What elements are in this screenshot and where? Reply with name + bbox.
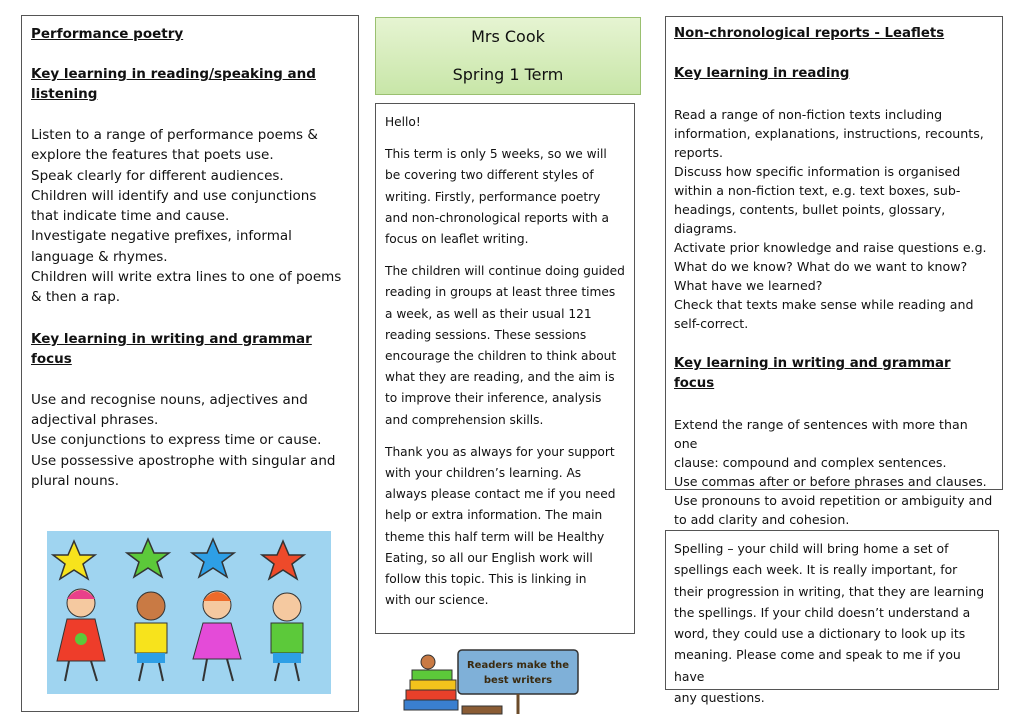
text-line: Use possessive apostrophe with singular and xyxy=(31,452,336,469)
text-line: Children will write extra lines to one of poems xyxy=(31,269,342,286)
text-line: explore the features that poets use. xyxy=(31,147,274,164)
text-line: focus on leaflet writing. xyxy=(385,232,529,247)
text-line: what they are reading, and the aim is xyxy=(385,370,615,385)
text-line: follow this topic. This is linking in xyxy=(385,572,587,587)
text-line: a week, as well as their usual 121 xyxy=(385,306,592,321)
text-line: Use pronouns to avoid repetition or ambiguity and xyxy=(674,493,993,508)
text-line: Speak clearly for different audiences. xyxy=(31,167,284,184)
text-line: encourage the children to think about xyxy=(385,349,617,364)
text-line: and comprehension skills. xyxy=(385,412,544,427)
text-line: help or extra information. The main xyxy=(385,508,603,523)
text-line: What do we know? What do we want to know? xyxy=(674,259,968,274)
letter-paragraph xyxy=(385,144,626,250)
text-line: with your children’s learning. As xyxy=(385,466,582,481)
text-line: What have we learned? xyxy=(674,278,823,293)
text-line: always please contact me if you need xyxy=(385,487,616,502)
text-line: Children will identify and use conjunctions xyxy=(31,187,317,204)
text-line: be covering two different styles of xyxy=(385,168,594,183)
sign-text-line-1: Readers make the xyxy=(466,660,570,671)
writing-heading: Key learning in writing and grammar focus xyxy=(31,330,312,367)
poetry-title: Performance poetry xyxy=(31,26,184,42)
text-line: Listen to a range of performance poems & xyxy=(31,127,318,143)
text-line: Use conjunctions to express time or cause. xyxy=(31,432,322,449)
text-line: clause: compound and complex sentences. xyxy=(674,455,947,470)
sign-board xyxy=(458,650,578,694)
book-icon xyxy=(412,670,452,680)
text-line: adjectival phrases. xyxy=(31,411,159,428)
reading-heading-line-1: Key learning in reading/speaking and xyxy=(31,66,316,82)
text-line: any questions. xyxy=(674,690,765,706)
teacher-header xyxy=(375,17,641,95)
children-with-stars-illustration xyxy=(47,531,331,694)
text-line: meaning. Please come and speak to me if you have xyxy=(674,647,961,684)
reading-objectives xyxy=(674,105,994,333)
book-icon xyxy=(404,700,458,710)
text-line: reading sessions. These sessions xyxy=(385,327,587,342)
text-line: The children will continue doing guided xyxy=(385,264,625,279)
text-line: self-correct. xyxy=(674,316,749,331)
text-line: and non-chronological reports with a xyxy=(385,210,609,225)
text-line: with our science. xyxy=(385,593,489,608)
text-line: language & rhymes. xyxy=(31,248,168,265)
sign-text-line-2: best writers xyxy=(483,675,553,686)
text-line: & then a rap. xyxy=(31,289,121,306)
letter-paragraph xyxy=(385,442,626,612)
text-line: Read a range of non-fiction texts including xyxy=(674,107,943,122)
reading-heading-line-2: listening xyxy=(31,86,98,102)
text-line: word, they could use a dictionary to look up its xyxy=(674,626,966,642)
teacher-name: Mrs Cook xyxy=(471,27,545,46)
writing-objectives xyxy=(31,390,350,491)
term-name: Spring 1 Term xyxy=(452,65,564,84)
text-line: to add clarity and cohesion. xyxy=(674,512,850,527)
text-line: Discuss how specific information is organised xyxy=(674,164,961,179)
readers-sign-illustration xyxy=(400,640,585,718)
text-line: writing. Firstly, performance poetry xyxy=(385,189,601,204)
text-line: Extend the range of sentences with more than one xyxy=(674,417,968,451)
parent-letter xyxy=(375,103,635,634)
text-line: the spellings. If your child doesn’t understand a xyxy=(674,604,971,620)
reports-panel xyxy=(665,16,1003,527)
text-line: Investigate negative prefixes, informal xyxy=(31,228,292,245)
spelling-note xyxy=(665,530,999,706)
text-line: spellings each week. It is really important, for xyxy=(674,562,958,578)
text-line: plural nouns. xyxy=(31,472,119,489)
text-line: Thank you as always for your support xyxy=(385,444,615,459)
text-line: Activate prior knowledge and raise questions e.g. xyxy=(674,240,987,255)
text-line: theme this half term will be Healthy xyxy=(385,529,605,544)
letter-greeting: Hello! xyxy=(385,115,421,129)
text-line: that indicate time and cause. xyxy=(31,208,230,225)
reading-heading: Key learning in reading xyxy=(674,66,850,81)
text-line: headings, contents, bullet points, glossary, xyxy=(674,202,946,217)
reading-objectives xyxy=(31,125,350,308)
book-icon xyxy=(410,680,456,690)
text-line: Spelling – your child will bring home a set of xyxy=(674,541,949,556)
text-line: to improve their inference, analysis xyxy=(385,391,602,406)
writing-heading: Key learning in writing and grammar focus xyxy=(674,356,951,391)
text-line: Use and recognise nouns, adjectives and xyxy=(31,391,308,408)
reports-title: Non-chronological reports - Leaflets xyxy=(674,26,945,41)
letter-paragraph xyxy=(385,261,626,431)
text-line: Use commas after or before phrases and clauses. xyxy=(674,474,987,489)
text-line: Check that texts make sense while reading and xyxy=(674,297,974,312)
text-line: reports. xyxy=(674,145,724,160)
book-icon xyxy=(406,690,456,700)
text-line: information, explanations, instructions, recounts, xyxy=(674,126,984,141)
text-line: This term is only 5 weeks, so we will xyxy=(385,147,607,162)
text-line: diagrams. xyxy=(674,221,737,236)
text-line: within a non-fiction text, e.g. text boxes, sub- xyxy=(674,183,961,198)
writing-objectives xyxy=(674,415,994,529)
text-line: reading in groups at least three times xyxy=(385,285,616,300)
text-line: their progression in writing, that they are learning xyxy=(674,583,985,599)
text-line: Eating, so all our English work will xyxy=(385,550,593,565)
